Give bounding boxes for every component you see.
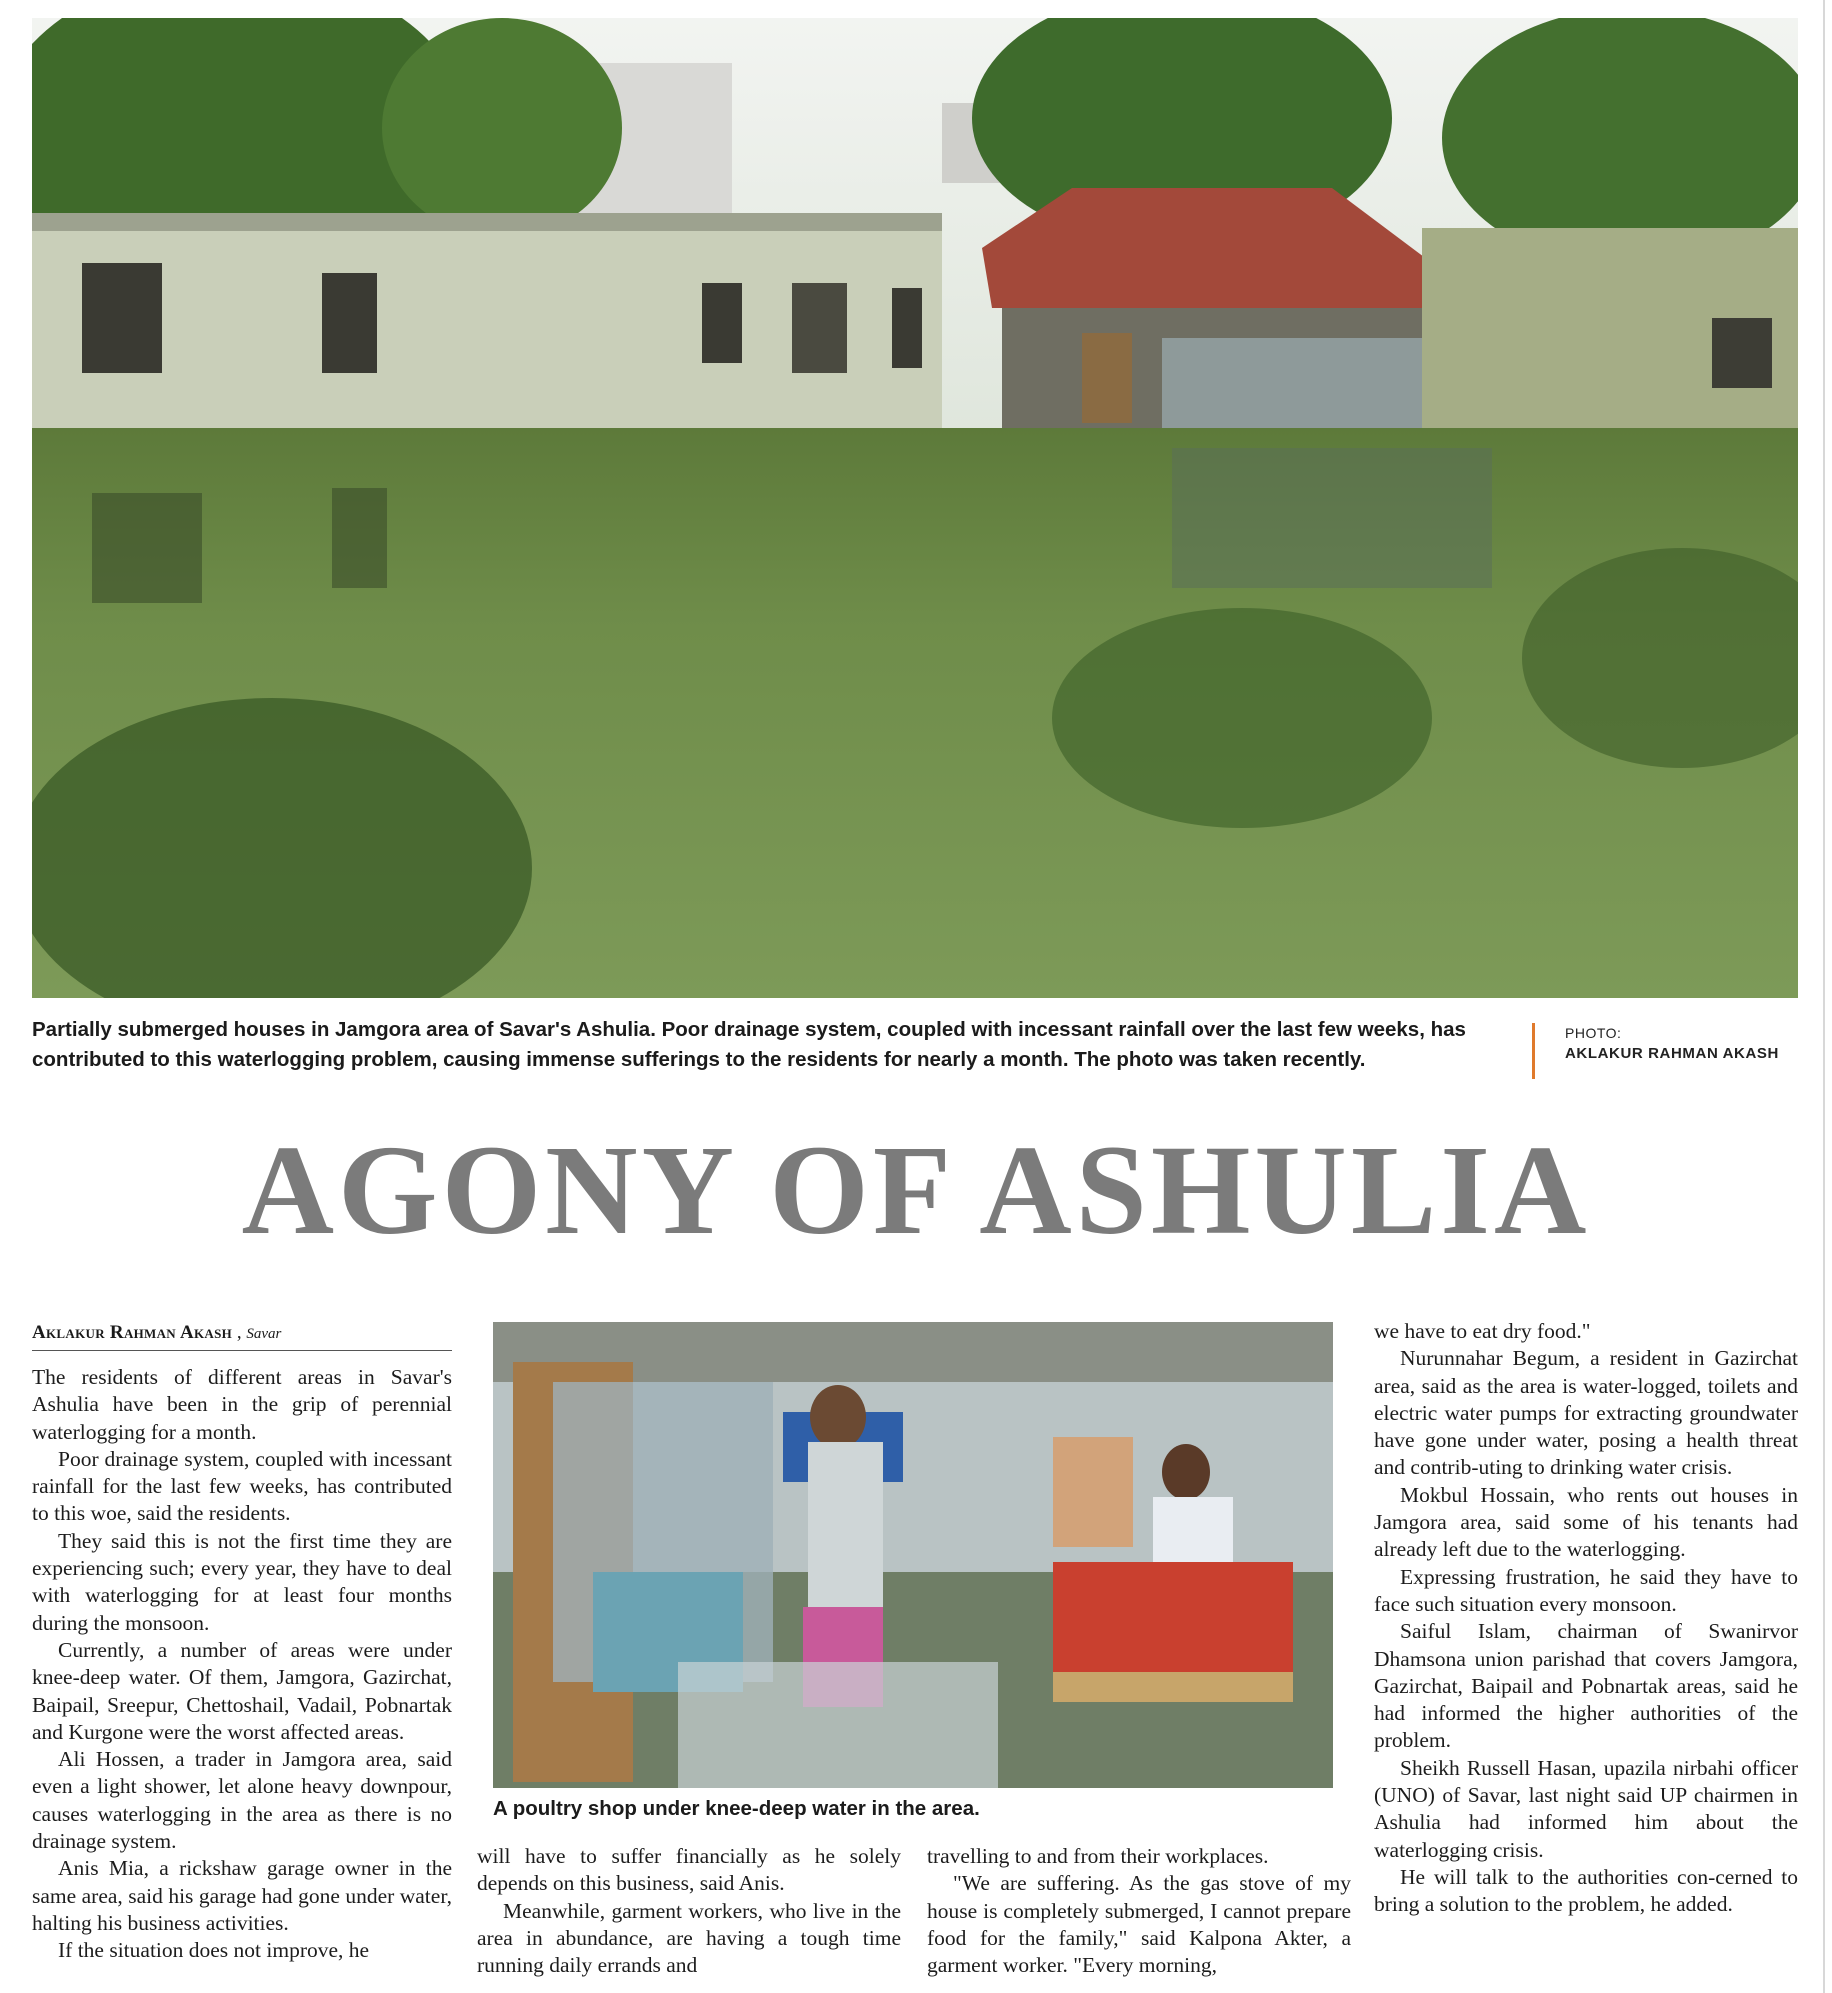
paragraph: If the situation does not improve, he: [58, 1938, 370, 1963]
article-column-2: [477, 1843, 901, 1979]
photo-credit: [1532, 1023, 1802, 1079]
flooded-houses-photo: [32, 18, 1798, 998]
headline: AGONY OF ASHULIA: [241, 1119, 1591, 1261]
article-column-4: [1374, 1318, 1798, 1919]
paragraph: Ali Hossen, a trader in Jamgora area, said even a light shower, let alone heavy downpour, causes waterlogging in the area as there is no drainage system.: [32, 1747, 452, 1854]
photo-credit-label: PHOTO:: [1565, 1025, 1622, 1041]
paragraph: we have to eat dry food.": [1374, 1319, 1591, 1343]
paragraph: Meanwhile, garment workers, who live in the area in abundance, are having a tough time running daily errands and: [477, 1898, 901, 1978]
paragraph: will have to suffer financially as he solely depends on this business, said Anis.: [477, 1844, 901, 1896]
paragraph: Sheikh Russell Hasan, upazila nirbahi officer (UNO) of Savar, last night said UP chairmen in Ashulia had informed him about the waterlogging crisis.: [1374, 1755, 1798, 1862]
paragraph: travelling to and from their workplaces.: [927, 1844, 1269, 1868]
paragraph: Expressing frustration, he said they have to face such situation every monsoon.: [1374, 1564, 1798, 1616]
byline-separator: ,: [236, 1322, 242, 1343]
paragraph: He will talk to the authorities con-cerned to bring a solution to the problem, he added.: [1374, 1864, 1798, 1917]
paragraph: Anis Mia, a rickshaw garage owner in the same area, said his garage had gone under water, halting his business activities.: [32, 1856, 452, 1935]
byline-place: Savar: [246, 1326, 282, 1342]
article-column-1: [32, 1364, 452, 1965]
poultry-shop-photo: [493, 1322, 1333, 1788]
article-column-3: [927, 1843, 1351, 1979]
photo-caption: Partially submerged houses in Jamgora area of Savar's Ashulia. Poor drainage system, coupled with incessant rainfall over the last few weeks, has contributed to this waterlogging problem, causing immense sufferings to the residents for nearly a month. The photo was taken recently.: [32, 1018, 1466, 1071]
photo-credit-name: AKLAKUR RAHMAN AKASH: [1565, 1045, 1779, 1062]
inner-photo-caption: A poultry shop under knee-deep water in the area.: [493, 1797, 980, 1820]
paragraph: Nurunnahar Begum, a resident in Gazirchat area, said as the area is water-logged, toilets and electric water pumps for extracting groundwater have gone under water, posing a health threat and contrib-uting to drinking water crisis.: [1374, 1346, 1798, 1480]
paragraph: "We are suffering. As the gas stove of my house is completely submerged, I cannot prepare food for the family," said Kalpona Akter, a garment worker. "Every morning,: [927, 1871, 1351, 1978]
paragraph: Currently, a number of areas were under knee-deep water. Of them, Jamgora, Gazirchat, Baipail, Sreepur, Chettoshail, Vadail, Pobnartak and Kurgone were the worst affected areas.: [32, 1637, 452, 1744]
paragraph: Saiful Islam, chairman of Swanirvor Dhamsona union parishad that covers Jamgora, Gazirchat, Baipail and Pobnartak areas, said he had informed the higher authorities of the problem.: [1374, 1619, 1798, 1753]
page-edge-rule: [1823, 0, 1825, 1993]
byline-author: Aklakur Rahman Akash: [32, 1322, 233, 1343]
byline: [32, 1322, 452, 1351]
paragraph: The residents of different areas in Savar's Ashulia have been in the grip of perennial waterlogging for a month.: [32, 1365, 452, 1444]
paragraph: Poor drainage system, coupled with incessant rainfall for the last few weeks, has contributed to this woe, said the residents.: [32, 1446, 452, 1526]
paragraph: Mokbul Hossain, who rents out houses in Jamgora area, said some of his tenants had already left due to the waterlogging.: [1374, 1482, 1798, 1562]
paragraph: They said this is not the first time they are experiencing such; every year, they have to deal with waterlogging for at least four months during the monsoon.: [32, 1528, 452, 1635]
